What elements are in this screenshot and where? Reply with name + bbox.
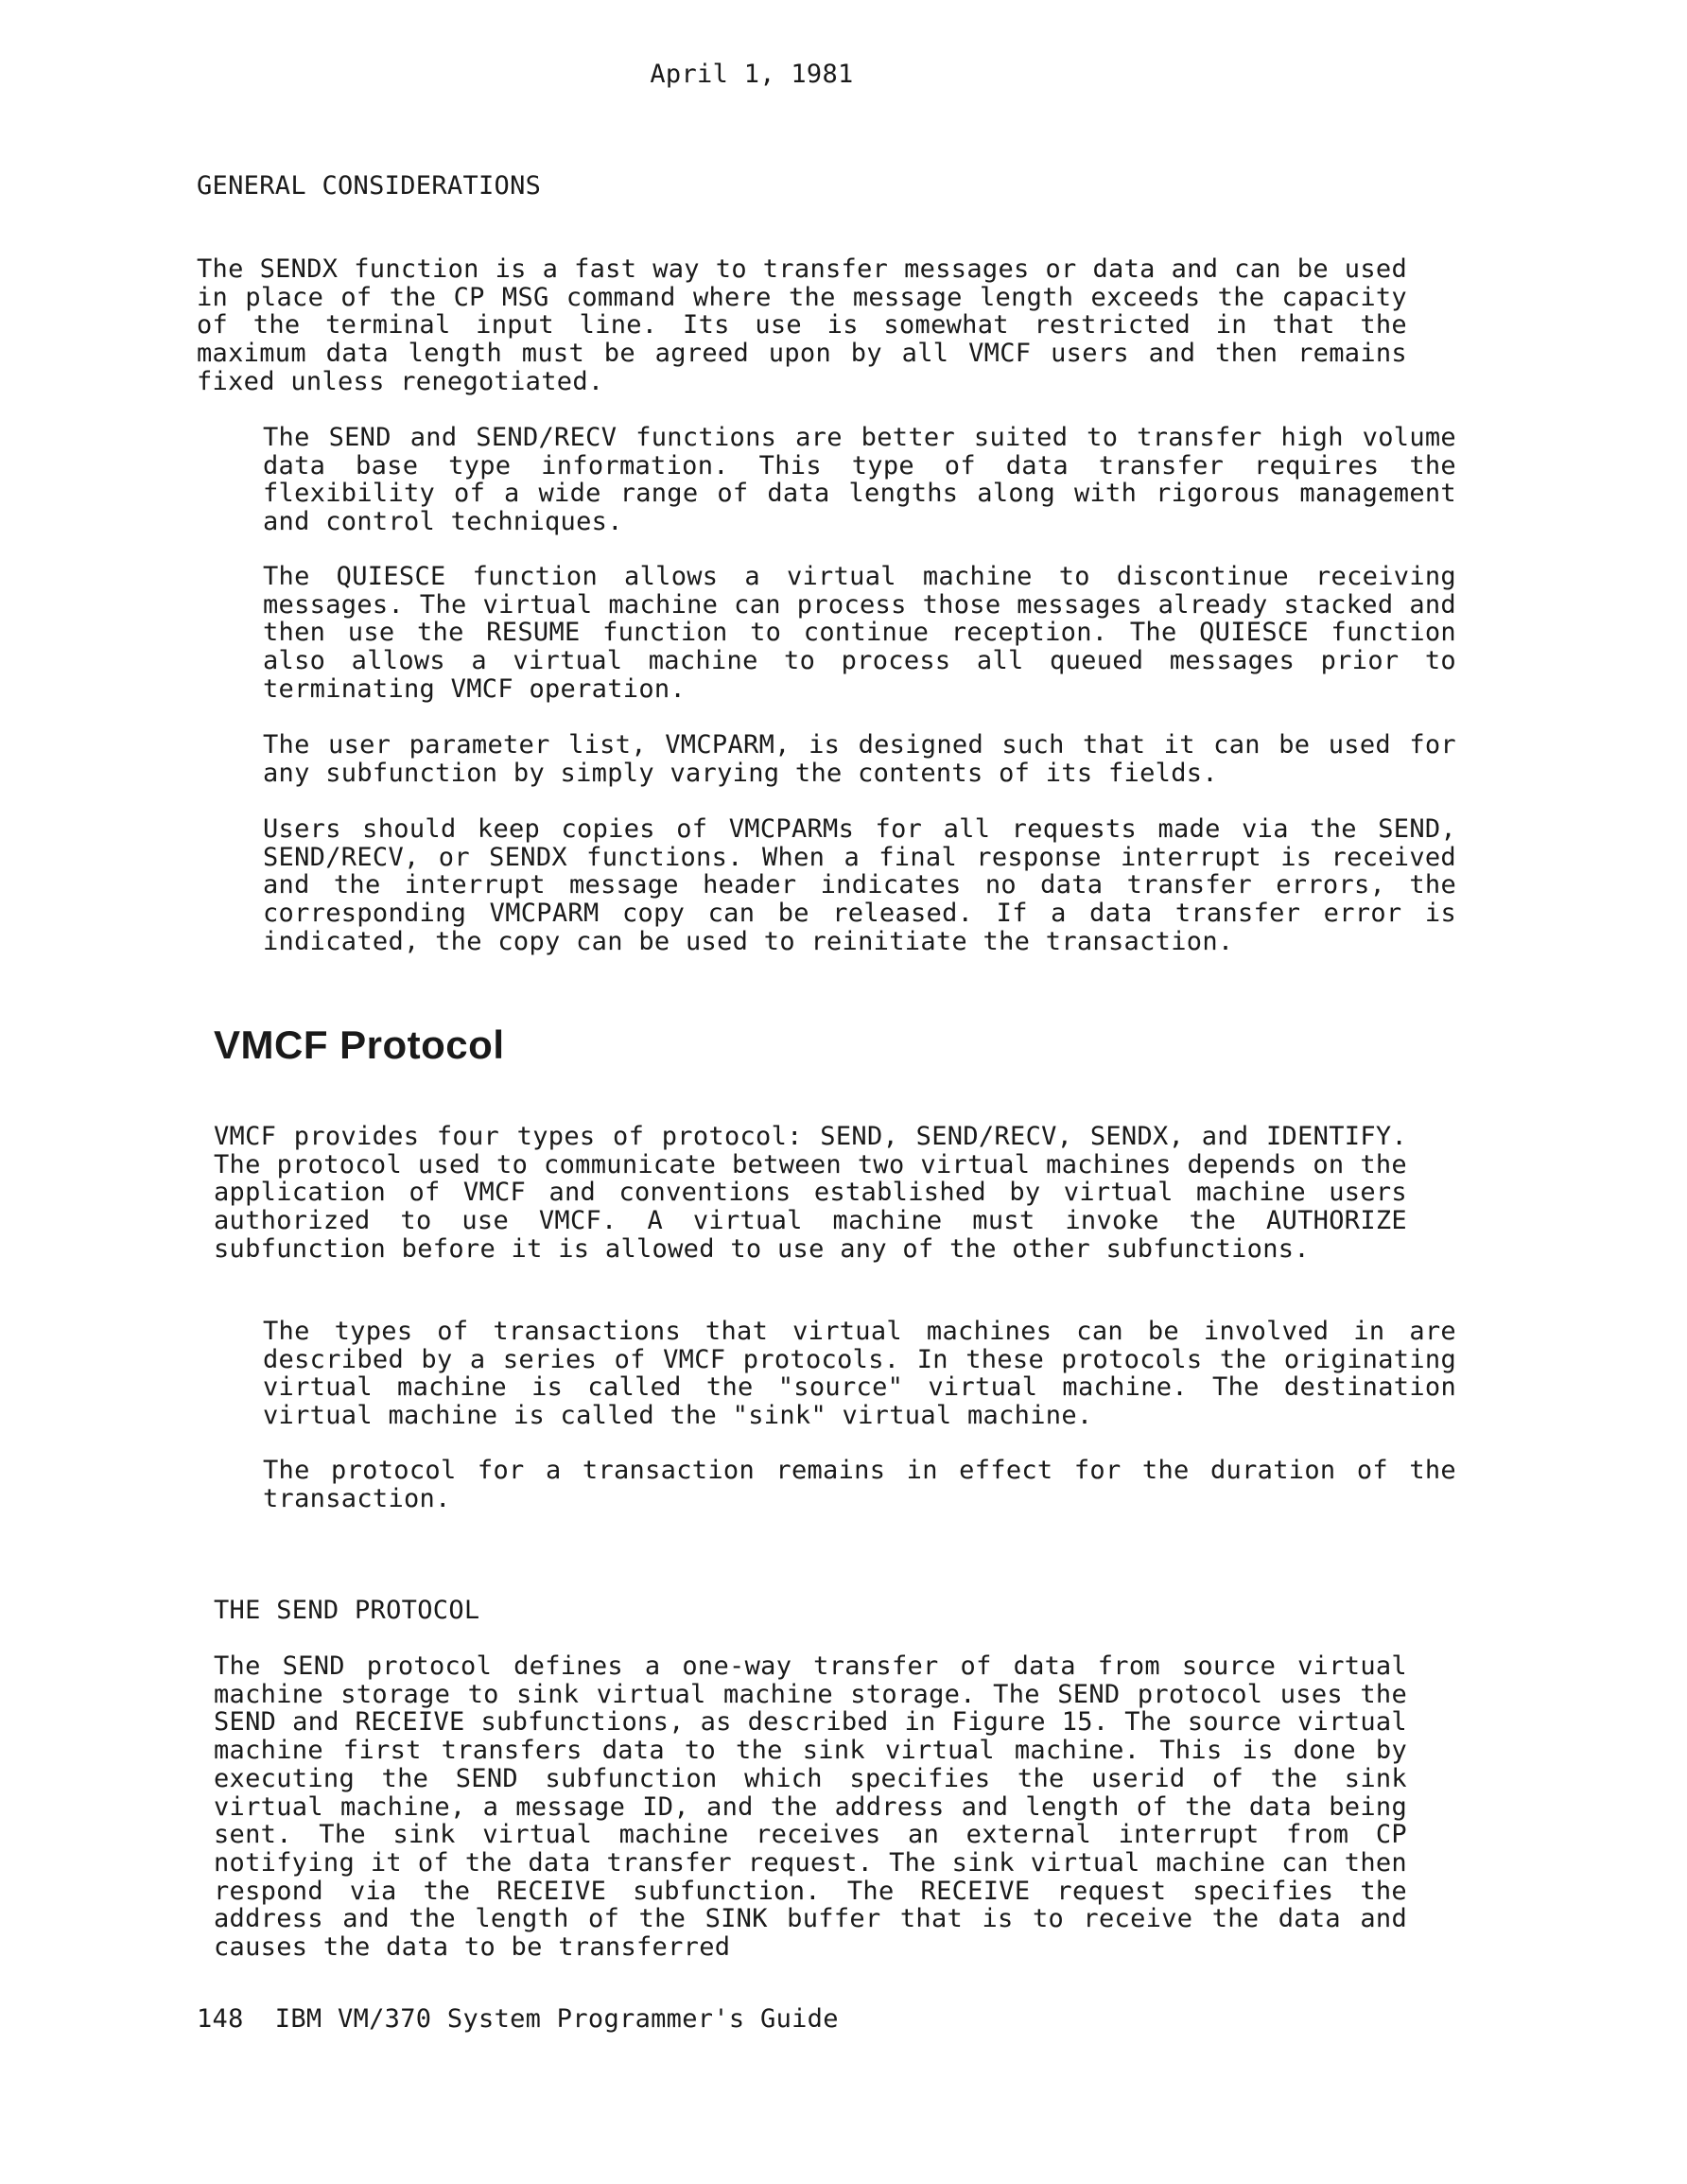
paragraph-vmcparm: The user parameter list, VMCPARM, is designed such that it can be used for any subfunction by simply varying the contents of its fields. xyxy=(263,730,1456,788)
paragraph-protocol-types: VMCF provides four types of protocol: SEND, SEND/RECV, SENDX, and IDENTIFY. The protocol used to communicate between two virtual machines depends on the application of VMCF and conventions established by virtual machine users authorized to use VMCF. A virtual machine must invoke the AUTHORIZE subfunction before it is allowed to use any of the other subfunctions. xyxy=(214,1122,1407,1264)
section-title-general-considerations: GENERAL CONSIDERATIONS xyxy=(197,171,542,201)
page-number: 148 xyxy=(197,2004,244,2034)
page-date: April 1, 1981 xyxy=(650,60,854,89)
section-heading-vmcf-protocol: VMCF Protocol xyxy=(214,1022,505,1067)
paragraph-vmcparm-copies: Users should keep copies of VMCPARMs for all requests made via the SEND, SEND/RECV, or SENDX functions. When a final response interrupt is received and the interrupt message header indicates no data transfer errors, the corresponding VMCPARM copy can be released. If a data transfer error is indicated, the copy can be used to reinitiate the transaction. xyxy=(263,814,1456,956)
section-title-send-protocol: THE SEND PROTOCOL xyxy=(214,1596,480,1625)
book-title: IBM VM/370 System Programmer's Guide xyxy=(274,2004,839,2034)
paragraph-send-recv: The SEND and SEND/RECV functions are better suited to transfer high volume data base type information. This type of data transfer requires the flexibility of a wide range of data lengths along with rigorous management and control techniques. xyxy=(263,423,1456,537)
paragraph-protocol-duration: The protocol for a transaction remains in effect for the duration of the transaction. xyxy=(263,1456,1456,1513)
page-footer xyxy=(197,2005,839,2034)
paragraph-quiesce: The QUIESCE function allows a virtual machine to discontinue receiving messages. The virtual machine can process those messages already stacked and then use the RESUME function to continue reception. The QUIESCE function also allows a virtual machine to process all queued messages prior to terminating VMCF operation. xyxy=(263,562,1456,704)
paragraph-transactions: The types of transactions that virtual machines can be involved in are described by a series of VMCF protocols. In these protocols the originating virtual machine is called the "source" virtual machine. The destination virtual machine is called the "sink" virtual machine. xyxy=(263,1317,1456,1431)
paragraph-sendx: The SENDX function is a fast way to transfer messages or data and can be used in place of the CP MSG command where the message length exceeds the capacity of the terminal input line. Its use is somewhat restricted in that the maximum data length must be agreed upon by all VMCF users and then remains fixed unless renegotiated. xyxy=(197,254,1407,396)
paragraph-send-protocol: The SEND protocol defines a one-way transfer of data from source virtual machine storage to sink virtual machine storage. The SEND protocol uses the SEND and RECEIVE subfunctions, as described in Figure 15. The source virtual machine first transfers data to the sink virtual machine. This is done by executing the SEND subfunction which specifies the userid of the sink virtual machine, a message ID, and the address and length of the data being sent. The sink virtual machine receives an external interrupt from CP notifying it of the data transfer request. The sink virtual machine can then respond via the RECEIVE subfunction. The RECEIVE request specifies the address and the length of the SINK buffer that is to receive the data and causes the data to be transferred xyxy=(214,1651,1407,1963)
